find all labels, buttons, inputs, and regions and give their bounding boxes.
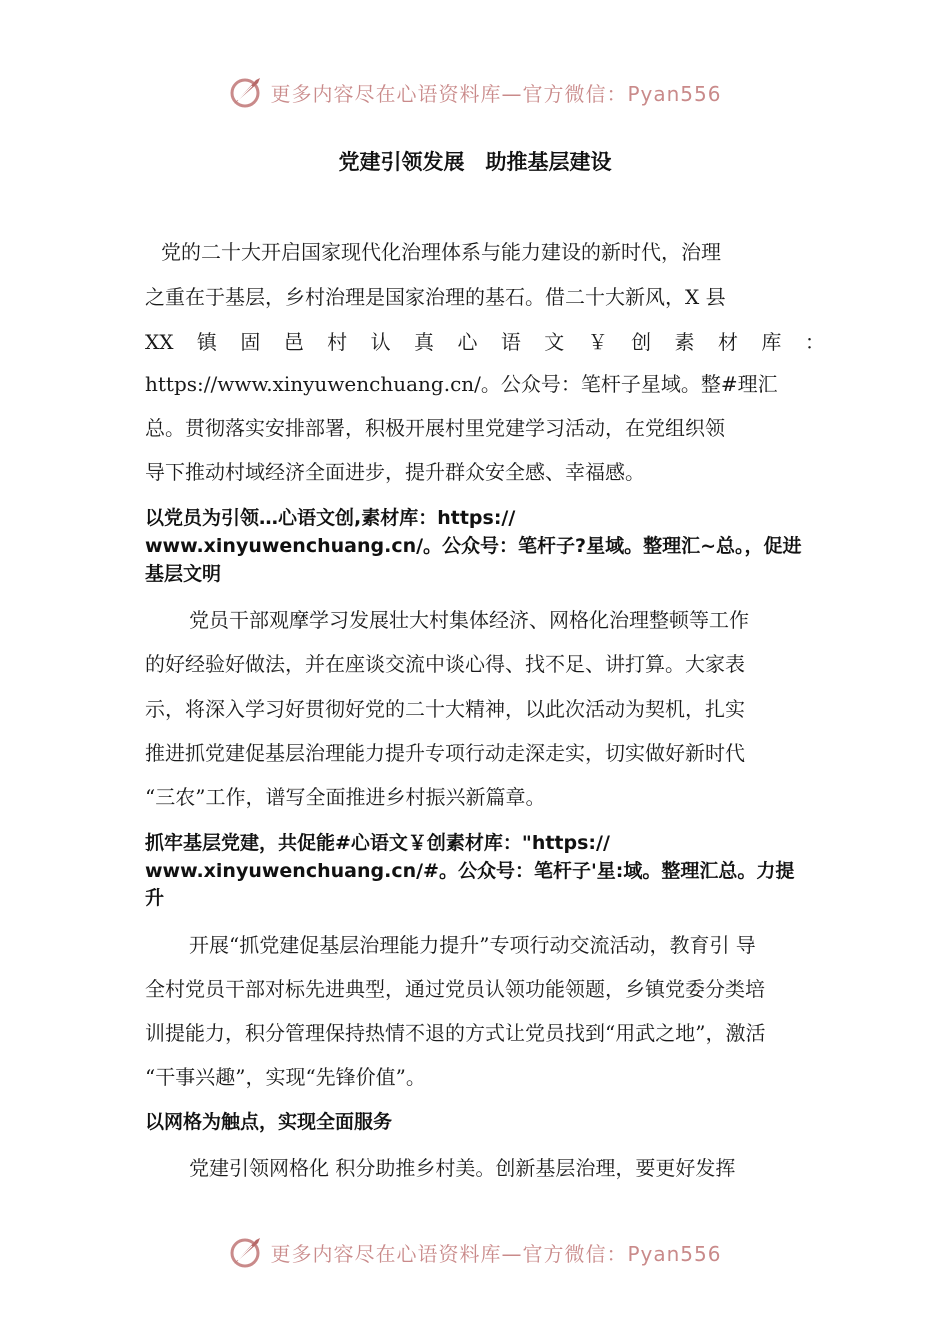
para3-line2: 全村党员干部对标先进典型，通过党员认领功能领题，乡镇党委分类培: [145, 977, 765, 1001]
text-seg: 库: [761, 330, 782, 354]
section-heading-2-line3: 升: [145, 887, 165, 909]
section-heading-3: 以网格为触点，实现全面服务: [145, 1111, 393, 1133]
para2-line1: 党员干部观摩学习发展壮大村集体经济、网格化治理整顿等工作: [189, 608, 749, 632]
para2-line3: 示，将深入学习好贯彻好党的二十大精神，以此次活动为契机，扎实: [145, 697, 745, 721]
banner-text: 更多内容尽在心语资料库—官方微信：Pyan556: [270, 81, 722, 106]
text-seg: 文: [544, 330, 565, 354]
banner-text: 更多内容尽在心语资料库—官方微信：Pyan556: [270, 1241, 722, 1266]
para3-line4: “干事兴趣”，实现“先锋价值”。: [145, 1065, 426, 1089]
para1-line5: 总。贯彻落实安排部署，积极开展村里党建学习活动，在党组织领: [145, 416, 725, 440]
text-seg: 镇: [196, 330, 217, 354]
text-seg: 语: [500, 330, 521, 354]
para3-line1: 开展“抓党建促基层治理能力提升”专项行动交流活动，教育引 导: [189, 933, 756, 957]
para3-line3: 训提能力，积分管理保持热情不退的方式让党员找到“用武之地”，激活: [145, 1021, 766, 1045]
section-heading-1-line1: 以党员为引领…心语文创,素材库：https://: [145, 507, 516, 529]
text-seg: 邑: [283, 330, 304, 354]
para1-line4: https://www.xinyuwenchuang.cn/。公众号：笔杆子星域。整#理汇: [145, 372, 778, 396]
text-seg: 素: [674, 330, 695, 354]
para1-line2: 之重在于基层，乡村治理是国家治理的基石。借二十大新风，X 县: [145, 285, 726, 309]
quill-logo-icon: [228, 74, 264, 110]
para1-line1: 党的二十大开启国家现代化治理体系与能力建设的新时代，治理: [161, 240, 721, 264]
footer-watermark-banner: [0, 1230, 950, 1274]
text-seg: 材: [717, 330, 738, 354]
section-heading-1-line3: 基层文明: [145, 563, 222, 585]
section-heading-2-line1: 抓牢基层党建，共促能#心语文￥创素材库："https://: [145, 832, 610, 854]
text-seg: XX: [145, 330, 174, 354]
text-seg: ：: [804, 330, 825, 354]
para4-line1: 党建引领网格化 积分助推乡村美。创新基层治理，要更好发挥: [189, 1156, 736, 1180]
text-seg: 认: [370, 330, 391, 354]
text-seg: 创: [631, 330, 652, 354]
para1-line3: [145, 328, 825, 356]
quill-logo-icon: [228, 1234, 264, 1270]
header-watermark-banner: [0, 70, 950, 114]
para2-line5: “三农”工作，谱写全面推进乡村振兴新篇章。: [145, 785, 546, 809]
text-seg: ￥: [587, 330, 608, 354]
para1-line6: 导下推动村域经济全面进步，提升群众安全感、幸福感。: [145, 460, 645, 484]
section-heading-1-line2: www.xinyuwenchuang.cn/。公众号：笔杆子?星域。整理汇~总。，促进: [145, 535, 802, 557]
text-seg: 心: [457, 330, 478, 354]
section-heading-2-line2: www.xinyuwenchuang.cn/#。公众号：笔杆子'星:域。整理汇总。力提: [145, 860, 795, 882]
para2-line4: 推进抓党建促基层治理能力提升专项行动走深走实，切实做好新时代: [145, 741, 745, 765]
text-seg: 真: [414, 330, 435, 354]
text-seg: 村: [327, 330, 348, 354]
para2-line2: 的好经验好做法，并在座谈交流中谈心得、找不足、讲打算。大家表: [145, 652, 745, 676]
text-seg: 固: [240, 330, 261, 354]
document-title: 党建引领发展 助推基层建设: [338, 150, 612, 174]
